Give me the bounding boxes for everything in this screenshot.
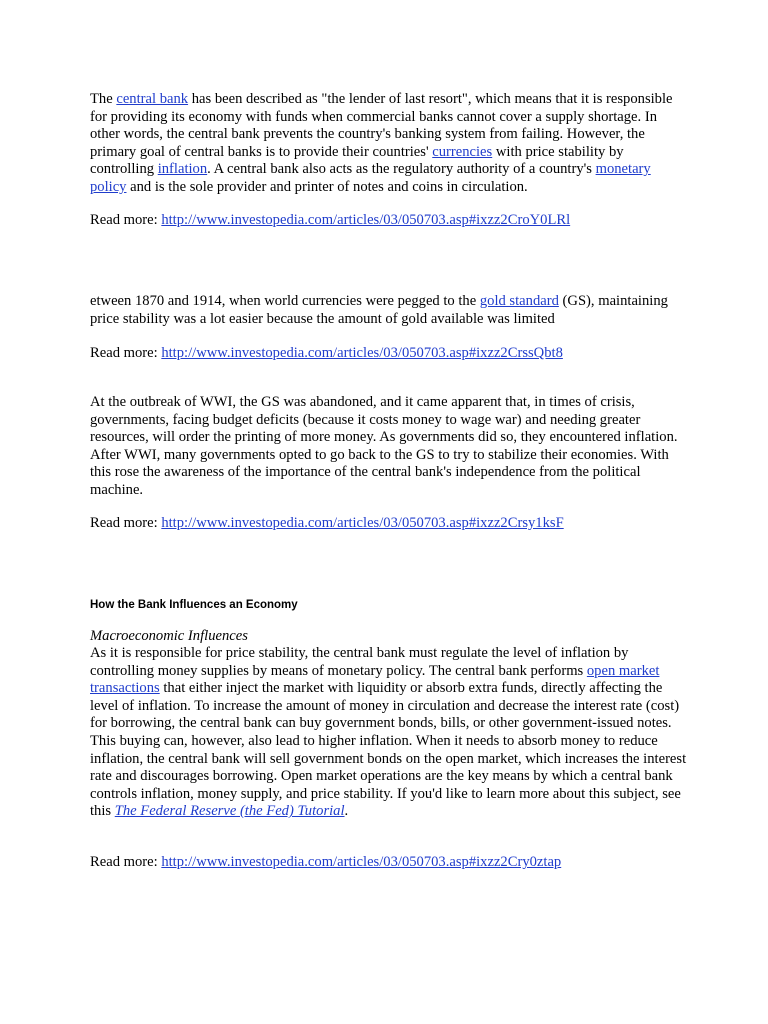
text: and is the sole provider and printer of notes and coins in circulation.: [126, 178, 528, 195]
read-more-label: Read more:: [90, 515, 162, 531]
read-more-1: [90, 212, 690, 230]
text: .: [344, 803, 349, 820]
link-gold-standard[interactable]: gold standard: [479, 293, 559, 309]
paragraph-macroeconomic: [90, 645, 690, 821]
section-heading: How the Bank Influences an Economy: [90, 599, 298, 611]
text: The: [90, 91, 117, 107]
link-open-market-transactions[interactable]: open market transactions: [90, 662, 660, 697]
paragraph-gold-standard: [90, 293, 690, 328]
text: with price stability by controlling: [90, 143, 624, 178]
read-more-3: [90, 515, 690, 533]
text: At the outbreak of WWI, the GS was abandoned, and it came apparent that, in times of crisis, governments, facing budget deficits (because it costs money to wage war) and needing greater resources, will order the printing of more money. As governments did so, they encountered inflation. After WWI, many governments opted to go back to the GS to try to stabilize their economies. With this rose the awareness of the importance of the central bank's independence from the political machine.: [90, 394, 678, 498]
text: As it is responsible for price stability, the central bank must regulate the level of inflation by controlling money supplies by means of monetary policy. The central bank performs: [90, 645, 629, 679]
text: that either inject the market with liquidity or absorb extra funds, directly affecting the level of inflation. To increase the amount of money in circulation and decrease the interest rate (cost) for borrowing, the central bank can buy government bonds, bills, or other government-issued notes. This buying can, however, also lead to higher inflation. When it needs to absorb money to reduce inflation, the central bank will sell government bonds on the open market, which increases the interest rate and discourages borrowing. Open market operations are the key means by which a central bank controls inflation, money supply, and price stability. If you'd like to learn more about this subject, see this: [90, 680, 687, 820]
read-more-label: Read more:: [90, 212, 162, 228]
read-more-link-2[interactable]: http://www.investopedia.com/articles/03/050703.asp#ixzz2CrssQbt8: [161, 345, 563, 361]
read-more-2: [90, 345, 690, 363]
read-more-link-3[interactable]: http://www.investopedia.com/articles/03/050703.asp#ixzz2Crsy1ksF: [161, 515, 564, 531]
read-more-label: Read more:: [90, 345, 162, 361]
text: . A central bank also acts as the regulatory authority of a country's: [207, 161, 596, 178]
read-more-link-4[interactable]: http://www.investopedia.com/articles/03/050703.asp#ixzz2Cry0ztap: [161, 854, 562, 870]
link-inflation[interactable]: inflation: [157, 161, 208, 178]
text: etween 1870 and 1914, when world currencies were pegged to the: [90, 293, 480, 309]
link-currencies[interactable]: currencies: [432, 143, 493, 160]
read-more-label: Read more:: [90, 854, 162, 870]
section-subheading: Macroeconomic Influences: [90, 628, 248, 644]
paragraph-central-bank-role: [90, 91, 690, 197]
paragraph-wwi: [90, 394, 690, 500]
text: (GS), maintaining price stability was a lot easier because the amount of gold available was limited: [90, 293, 668, 327]
link-central-bank[interactable]: central bank: [116, 91, 189, 107]
read-more-4: [90, 854, 690, 872]
read-more-link-1[interactable]: http://www.investopedia.com/articles/03/050703.asp#ixzz2CroY0LRl: [161, 212, 571, 228]
link-fed-tutorial[interactable]: The Federal Reserve (the Fed) Tutorial: [114, 803, 345, 820]
link-monetary-policy[interactable]: monetary policy: [90, 161, 651, 195]
text: has been described as "the lender of last resort", which means that it is responsible for providing its economy with funds when commercial banks cannot cover a supply shortage. In other words, the central bank prevents the country's banking system from failing. However, the primary goal of central banks is to provide their countries': [90, 91, 673, 160]
